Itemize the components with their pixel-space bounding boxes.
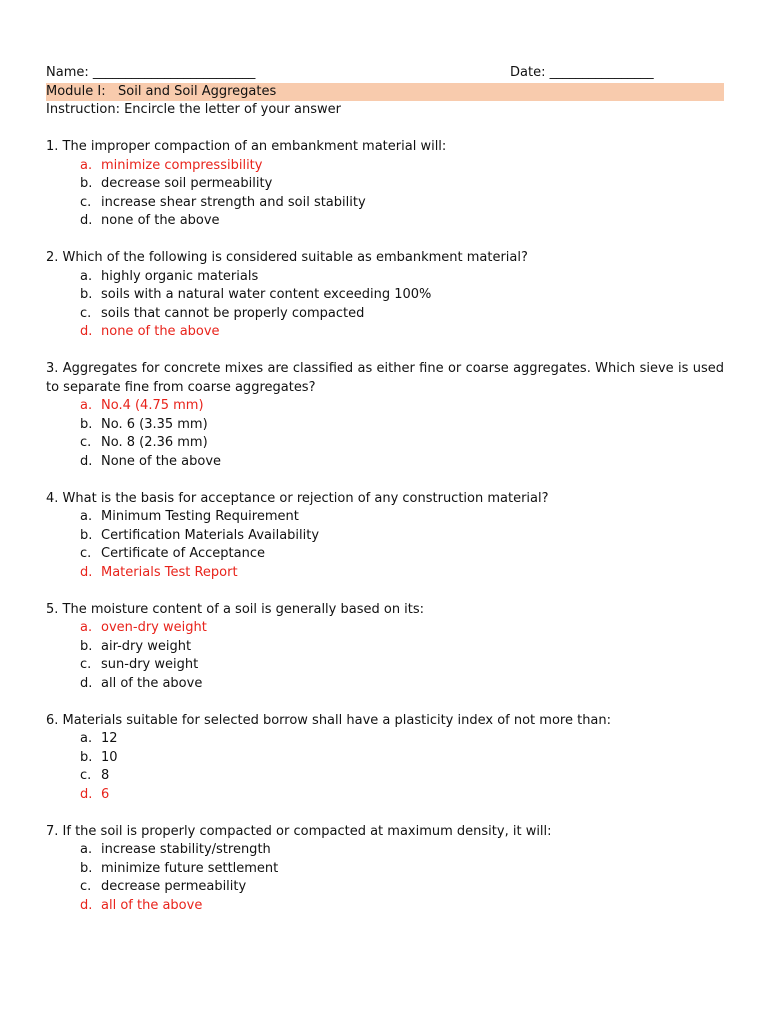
question-spacer	[46, 804, 724, 823]
choice-letter: b.	[80, 749, 93, 765]
answer-choice[interactable]	[46, 268, 724, 287]
choice-text: Certification Materials Availability	[101, 527, 320, 543]
choice-text: No. 8 (2.36 mm)	[101, 435, 208, 450]
header-row	[46, 64, 724, 83]
choice-text: none of the above	[101, 213, 220, 228]
question-spacer	[46, 471, 724, 490]
worksheet-page	[46, 64, 724, 915]
answer-choice[interactable]	[46, 545, 724, 564]
module-heading	[46, 83, 724, 102]
choice-letter: c.	[80, 879, 92, 894]
answer-choice[interactable]	[46, 619, 724, 638]
choice-letter: d.	[80, 675, 93, 691]
question-2	[46, 249, 724, 342]
choice-text: soils that cannot be properly compacted	[101, 305, 365, 321]
module-number: Module I:	[46, 83, 106, 99]
question-4	[46, 490, 724, 583]
choice-letter: b.	[80, 860, 93, 876]
choice-letter: a.	[80, 731, 93, 746]
choice-letter: a.	[80, 398, 93, 413]
question-list	[46, 120, 724, 916]
question-text: 6. Materials suitable for selected borrow shall have a plasticity index of not more than:	[46, 712, 612, 728]
choice-text: 8	[101, 768, 110, 783]
choice-text: all of the above	[101, 675, 203, 691]
choice-text: None of the above	[101, 453, 222, 469]
choice-letter: c.	[80, 194, 92, 210]
answer-choice[interactable]	[46, 860, 724, 879]
choice-text: soils with a natural water content exceeding 100%	[101, 287, 432, 302]
answer-choice[interactable]	[46, 564, 724, 583]
question-spacer	[46, 693, 724, 712]
choice-text: 6	[101, 786, 110, 802]
choice-text: Materials Test Report	[101, 564, 238, 580]
question-text: 3. Aggregates for concrete mixes are classified as either fine or coarse aggregates. Which sieve is used to separate fine from coarse aggregates?	[46, 361, 724, 395]
question-5	[46, 601, 724, 694]
answer-choice[interactable]	[46, 323, 724, 342]
choice-letter: d.	[80, 453, 93, 469]
answer-choice[interactable]	[46, 638, 724, 657]
choice-text: sun-dry weight	[101, 657, 199, 672]
answer-choice[interactable]	[46, 767, 724, 786]
answer-choice[interactable]	[46, 305, 724, 324]
question-text: 2. Which of the following is considered suitable as embankment material?	[46, 250, 528, 265]
choice-letter: b.	[80, 638, 93, 654]
choice-text: 12	[101, 731, 118, 746]
choice-text: No. 6 (3.35 mm)	[101, 416, 208, 432]
question-text: 4. What is the basis for acceptance or rejection of any construction material?	[46, 490, 549, 506]
choice-letter: a.	[80, 157, 93, 173]
choice-letter: b.	[80, 287, 93, 302]
answer-choice[interactable]	[46, 286, 724, 305]
choice-letter: d.	[80, 897, 93, 913]
question-spacer	[46, 342, 724, 361]
choice-letter: c.	[80, 657, 92, 672]
choice-text: none of the above	[101, 324, 220, 339]
answer-choice[interactable]	[46, 194, 724, 213]
question-spacer	[46, 120, 724, 139]
answer-choice[interactable]	[46, 878, 724, 897]
question-3	[46, 360, 724, 471]
answer-choice[interactable]	[46, 175, 724, 194]
module-title: Soil and Soil Aggregates	[118, 83, 277, 99]
question-spacer	[46, 582, 724, 601]
answer-choice[interactable]	[46, 897, 724, 916]
question-spacer	[46, 231, 724, 250]
choice-letter: c.	[80, 435, 92, 450]
choice-text: minimize compressibility	[101, 157, 263, 173]
choice-letter: b.	[80, 416, 93, 432]
name-field-label: Name: _________________________	[46, 65, 256, 80]
choice-text: minimize future settlement	[101, 860, 279, 876]
answer-choice[interactable]	[46, 749, 724, 768]
choice-text: decrease permeability	[101, 879, 247, 894]
question-1	[46, 138, 724, 231]
answer-choice[interactable]	[46, 416, 724, 435]
answer-choice[interactable]	[46, 434, 724, 453]
question-6	[46, 712, 724, 805]
choice-letter: a.	[80, 842, 93, 857]
answer-choice[interactable]	[46, 730, 724, 749]
choice-text: all of the above	[101, 897, 203, 913]
choice-text: highly organic materials	[101, 268, 259, 284]
choice-letter: c.	[80, 546, 92, 561]
answer-choice[interactable]	[46, 841, 724, 860]
answer-choice[interactable]	[46, 212, 724, 231]
answer-choice[interactable]	[46, 508, 724, 527]
answer-choice[interactable]	[46, 527, 724, 546]
choice-text: Certificate of Acceptance	[101, 546, 265, 561]
answer-choice[interactable]	[46, 157, 724, 176]
instruction-text: Instruction: Encircle the letter of your answer	[46, 102, 341, 117]
choice-letter: d.	[80, 213, 93, 228]
question-text: 7. If the soil is properly compacted or compacted at maximum density, it will:	[46, 823, 552, 839]
question-text: 1. The improper compaction of an embankment material will:	[46, 139, 447, 154]
answer-choice[interactable]	[46, 453, 724, 472]
choice-letter: d.	[80, 564, 93, 580]
choice-text: decrease soil permeability	[101, 176, 273, 191]
choice-letter: d.	[80, 324, 93, 339]
choice-text: air-dry weight	[101, 638, 192, 654]
choice-letter: c.	[80, 768, 92, 783]
answer-choice[interactable]	[46, 656, 724, 675]
choice-letter: a.	[80, 509, 93, 524]
question-text: 5. The moisture content of a soil is generally based on its:	[46, 601, 425, 617]
choice-letter: d.	[80, 786, 93, 802]
answer-choice[interactable]	[46, 675, 724, 694]
choice-letter: b.	[80, 176, 93, 191]
choice-letter: a.	[80, 268, 93, 284]
choice-letter: c.	[80, 305, 92, 321]
date-field-label: Date: ________________	[510, 65, 654, 80]
choice-text: oven-dry weight	[101, 620, 207, 635]
choice-letter: b.	[80, 527, 93, 543]
choice-text: Minimum Testing Requirement	[101, 509, 299, 524]
choice-text: increase shear strength and soil stability	[101, 194, 366, 210]
choice-text: increase stability/strength	[101, 842, 271, 857]
choice-letter: a.	[80, 620, 93, 635]
question-7	[46, 823, 724, 916]
choice-text: 10	[101, 749, 118, 765]
choice-text: No.4 (4.75 mm)	[101, 398, 204, 413]
answer-choice[interactable]	[46, 786, 724, 805]
answer-choice[interactable]	[46, 397, 724, 416]
